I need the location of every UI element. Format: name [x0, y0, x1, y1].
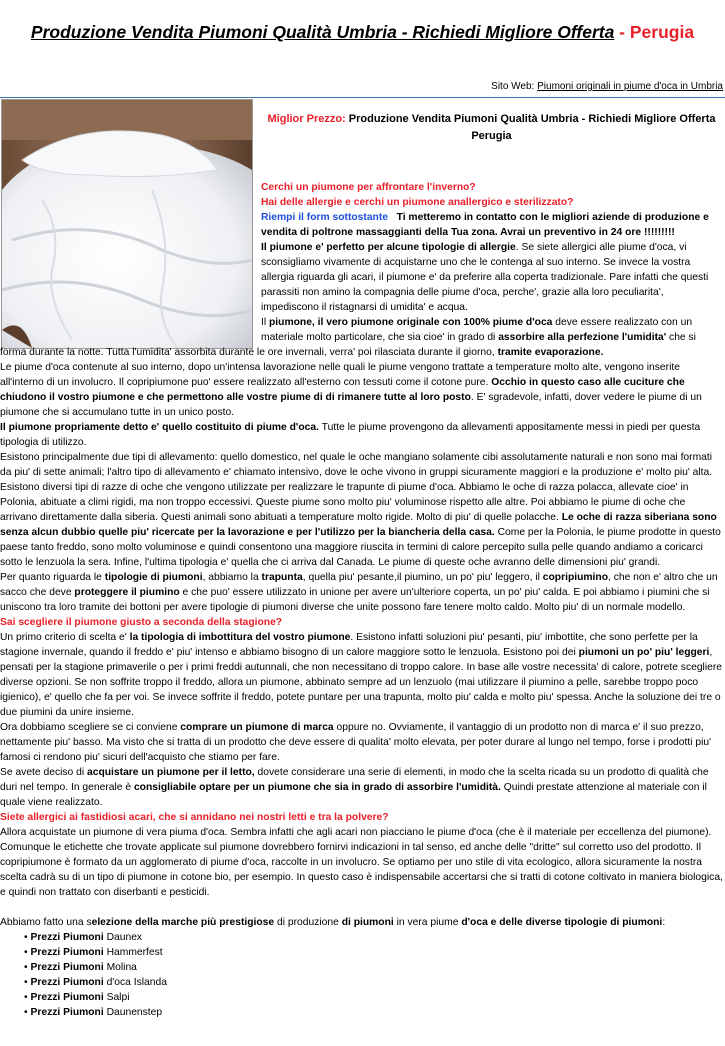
- question-2: Hai delle allergie e cerchi un piumone anallergico e sterilizzato?: [261, 197, 574, 208]
- p12-run: di produzione: [274, 917, 342, 928]
- p8-run: la tipologia di imbottitura del vostro piumone: [129, 632, 351, 643]
- p6-run: Come per la Polonia, le piume prodotte in questo paese tanto freddo, sono molto voluminose e quindi consentono una maggiore riuscita in termini di calore percepito sulla pelle quando andiamo a coricarci sotto le lenzuola la sera. Infine, l'ultima tipologia e' quella che ci arriva dal Canada. Le piume di queste oche avranno delle dimensioni piu' grandi.: [0, 527, 721, 568]
- cta-text: Ti metteremo in contatto con le migliori aziende di produzione e vendita di poltrone massaggianti della Tua zona. Avrai un preventivo in 24 ore !!!!!!!!!: [261, 212, 709, 238]
- paragraph-12: [0, 915, 723, 930]
- intro-block: [261, 180, 723, 315]
- paragraph-5: Esistono principalmente due tipi di allevamento: quello domestico, nel quale le oche mangiano solamente cibi assolutamente naturali e non sono mai formati da piu' di sette animali; l'altro tipo di allevamento e' chiamato intensivo, dove le oche vivono in gruppi sicuramente maggiori e la produzione e' molto piu' alta.: [0, 452, 713, 478]
- page-title: [0, 22, 725, 42]
- p3-run: Occhio in questo caso alle cuciture che chiudono il vostro piumone e che permettono alle vostre piume di di rimanere tutte al loro posto: [0, 377, 685, 403]
- p10-run: Se avete deciso di: [0, 767, 88, 778]
- p2-run: deve essere realizzato con un materiale molto particolare, che sia cioe' in grado di: [261, 317, 693, 343]
- brand-prefix: Prezzi Piumoni: [30, 977, 104, 988]
- paragraph-9: [0, 720, 723, 765]
- brand-list-item: [24, 990, 723, 1005]
- allergy-heading: Siete allergici ai fastidiosi acari, che si annidano nei nostri letti e tra la polvere?: [0, 812, 389, 823]
- p7-run: Per quanto riguarda le: [0, 572, 105, 583]
- paragraph-11: Allora acquistate un piumone di vera piuma d'oca. Sembra infatti che agli acari non piacciano le piume d'oca (che è il materiale per eccellenza del piumone). Comunque le etichette che trovate applicate sul piumone dovrebbero fornirvi indicazioni in tal senso, ed anche delle "dritte" sul corretto uso del prodotto. Il copripiumone è formato da un agglomerato di piume d'oca, raccolte in un involucro. Se optiamo per uno stile di vita ecologico, allora sicuramente la nostra scelta cadrà su di un tipo di piumone in cotone bio, per esempio. In questo caso è indispensabile accertarsi che si tratti di cotone coltivato in maniera biologica, e quindi non trattato con diserbanti e pesticidi.: [0, 827, 723, 898]
- brand-name: Daunex: [103, 932, 143, 943]
- brand-prefix: Prezzi Piumoni: [30, 1007, 104, 1018]
- allergy-paragraph: [261, 240, 723, 315]
- brand-list-item: [24, 945, 723, 960]
- paragraph-6: [0, 480, 723, 570]
- question-1: Cerchi un piumone per affrontare l'inverno?: [261, 182, 476, 193]
- p7-run: trapunta: [261, 572, 303, 583]
- brand-name: d'oca Islanda: [103, 977, 167, 988]
- p10-run: dovete considerare una serie di elementi, in modo che la scelta ricada su un prodotto di qualità che duri nel tempo. In generale è: [0, 767, 709, 793]
- brand-list-item: [24, 960, 723, 975]
- p7-run: proteggere il piumino: [74, 587, 180, 598]
- site-web-label: Sito Web:: [491, 81, 538, 92]
- brand-prefix: Prezzi Piumoni: [30, 962, 104, 973]
- p12-run: di piumoni: [341, 917, 394, 928]
- brand-name: Salpi: [103, 992, 130, 1003]
- p7-run: copripiumino: [542, 572, 608, 583]
- photo-float-spacer: [0, 315, 261, 345]
- site-web-link[interactable]: Piumoni originali in piume d'oca in Umbria: [537, 81, 723, 92]
- p2-run: assorbire alla perfezione l'umidita': [498, 332, 667, 343]
- p3-run: Le piume d'oca contenute al suo interno, dopo un'intensa lavorazione nelle quali le piume vengono trattate a temperature molto alte, vengono inserite all'interno di un involucro. Il copripiumone puo' essere realizzato all'esterno con tessuti come il cotone pure.: [0, 362, 680, 388]
- p8-run: piumoni un po' piu' leggeri: [578, 647, 710, 658]
- brand-list: [0, 930, 723, 1020]
- allergy-bold: Il piumone e' perfetto per alcune tipologie di allergie: [261, 242, 516, 253]
- p12-run: elezione della marche più prestigiose: [91, 917, 275, 928]
- p2-run: piumone, il vero piumone originale con 100% piume d'oca: [269, 317, 553, 328]
- brand-list-item: [24, 975, 723, 990]
- site-web: [491, 79, 723, 94]
- p2-run: tramite evaporazione.: [497, 347, 604, 358]
- p7-run: tipologie di piumoni: [104, 572, 203, 583]
- title-link[interactable]: Produzione Vendita Piumoni Qualità Umbria - Richiedi Migliore Offerta: [30, 22, 615, 42]
- paragraph-2: [0, 315, 723, 360]
- article-heading: [262, 111, 721, 145]
- brand-prefix: Prezzi Piumoni: [30, 947, 104, 958]
- p7-run: , che non e' altro che un sacco che deve: [0, 572, 718, 598]
- p10-run: consigliabile optare per un piumone che sia in grado di assorbire l'umidità.: [133, 782, 501, 793]
- p12-run: Abbiamo fatto una s: [0, 917, 92, 928]
- paragraph-8: [0, 630, 723, 720]
- brand-prefix: Prezzi Piumoni: [30, 992, 104, 1003]
- p9-run: comprare un piumone di marca: [180, 722, 334, 733]
- paragraph-7: [0, 570, 723, 615]
- p8-run: , pensati per la stagione primaverile o per i primi freddi autunnali, che non necessitano di troppo calore. In base alle vostre necessita' di calore, potrete scegliere diverse opzioni. Se non soffrite troppo il freddo, allora un piumone, abbinato sempre ad un lenzuolo (mai utilizzare il piumino a pelle, sarebbe troppo poco igienico), e' quello che fa per voi. Se invece soffrite il freddo, potete puntare per una trapunta, molto piu' calda e molto piu' spessa. Anche la soluzione dei tre o due piumini da unire insieme.: [0, 647, 723, 718]
- paragraph-10: [0, 765, 723, 810]
- p3-run: . E' sgradevole, infatti, dover vedere le piume di un piumone che si accumulano tutte in un unico posto.: [0, 392, 702, 418]
- p8-run: . Esistono infatti soluzioni piu' pesanti, piu' imbottite, che sono perfette per la stagione invernale, quando il freddo e' piu' intenso e abbiamo bisogno di un calore maggiore sotto le lenzuola. Esistono poi dei: [0, 632, 698, 658]
- p7-run: e che puo' essere utilizzato in unione per avere un'ulteriore coperta, un po' piu' calda. E poi abbiamo i piumini che si uniscono tra loro tramite dei bottoni per avere tipologie di piumoni diverse che unite possono fare tenere molto caldo. Molto piu' di un normale modello.: [0, 587, 710, 613]
- p7-run: , quella piu' pesante,il piumino, un po' piu' leggero, il: [302, 572, 543, 583]
- divider: [0, 97, 725, 98]
- brand-name: Hammerfest: [103, 947, 163, 958]
- p4-run: Il piumone propriamente detto e' quello costituito di piume d'oca.: [0, 422, 319, 433]
- title-city: Perugia: [629, 22, 695, 42]
- brand-list-item: [24, 930, 723, 945]
- p12-run: d'oca e delle diverse tipologie di piumoni: [461, 917, 663, 928]
- brand-prefix: Prezzi Piumoni: [30, 932, 104, 943]
- p10-run: Quindi prestate attenzione al materiale con il quale viene realizzato.: [0, 782, 707, 808]
- p6-run: Le oche di razza siberiana sono senza alcun dubbio quelle piu' ricercate per la lavorazione e per l'utilizzo per la biancheria della casa.: [0, 512, 717, 538]
- brand-name: Molina: [103, 962, 137, 973]
- p7-run: , abbiamo la: [202, 572, 262, 583]
- p4-run: Tutte le piume provengono da allevamenti appositamente messi in piedi per questa tipologia di utilizzo.: [0, 422, 701, 448]
- heading-prefix: Miglior Prezzo:: [267, 113, 349, 125]
- p2-run: che si forma durante la notte. Tutta l'umidita' assorbita durante le ore invernali, verra' poi rilasciata durante il giorno,: [0, 332, 696, 358]
- p10-run: acquistare un piumone per il letto,: [87, 767, 255, 778]
- p8-run: Un primo criterio di scelta e': [0, 632, 130, 643]
- p6-run: Esistono diversi tipi di razze di oche che vengono utilizzate per realizzare le trapunte di piume d'oca. Abbiamo le oche di razza polacca, allevate cioe' in Polonia, abituate a climi rigidi, ma non troppo eccessivi. Queste piume sono molto piu' voluminose rispetto alle altre. Poi abbiamo le piume di oche che arrivano direttamente dalla siberia. Questi animali sono abituati a temperature molto rigide. Molto di piu' di quelle polacche.: [0, 482, 689, 523]
- p2-run: Il: [261, 317, 270, 328]
- p12-run: :: [662, 917, 666, 928]
- brand-name: Daunenstep: [103, 1007, 163, 1018]
- paragraph-3: [0, 360, 723, 420]
- article: [0, 100, 723, 1020]
- p12-run: in vera piume: [393, 917, 462, 928]
- cta-form-link[interactable]: Riempi il form sottostante: [261, 212, 389, 223]
- p9-run: oppure no. Ovviamente, il vantaggio di un prodotto non di marca e' il suo prezzo, nettamente piu' basso. Ma visto che si tratta di un prodotto che deve essere di qualita' molto elevata, per poter durare al lungo nel tempo, forse i prodotti piu' famosi ci rendono piu' sicuri dell'acquisto che stiamo per fare.: [0, 722, 712, 763]
- season-heading: Sai scegliere il piumone giusto a seconda della stagione?: [0, 617, 283, 628]
- allergy-text: . Se siete allergici alle piume d'oca, vi sconsigliamo vivamente di acquistarne uno che le contenga al suo interno. Se invece la vostra allergia riguarda gli acari, il piumone e' da preferire alla coperta tradizionale. Pare infatti che questi parassiti non amino la compagnia delle piume d'oca, perche', grazie alla loro peculiarita', impediscono il ristagnarsi di umidita' e acqua.: [261, 242, 709, 313]
- heading-text: Produzione Vendita Piumoni Qualità Umbria - Richiedi Migliore Offerta Perugia: [348, 113, 716, 142]
- cta-paragraph: [261, 210, 723, 240]
- title-separator: -: [614, 22, 630, 42]
- paragraph-4: [0, 420, 723, 450]
- p9-run: Ora dobbiamo scegliere se ci conviene: [0, 722, 181, 733]
- brand-list-item: [24, 1005, 723, 1020]
